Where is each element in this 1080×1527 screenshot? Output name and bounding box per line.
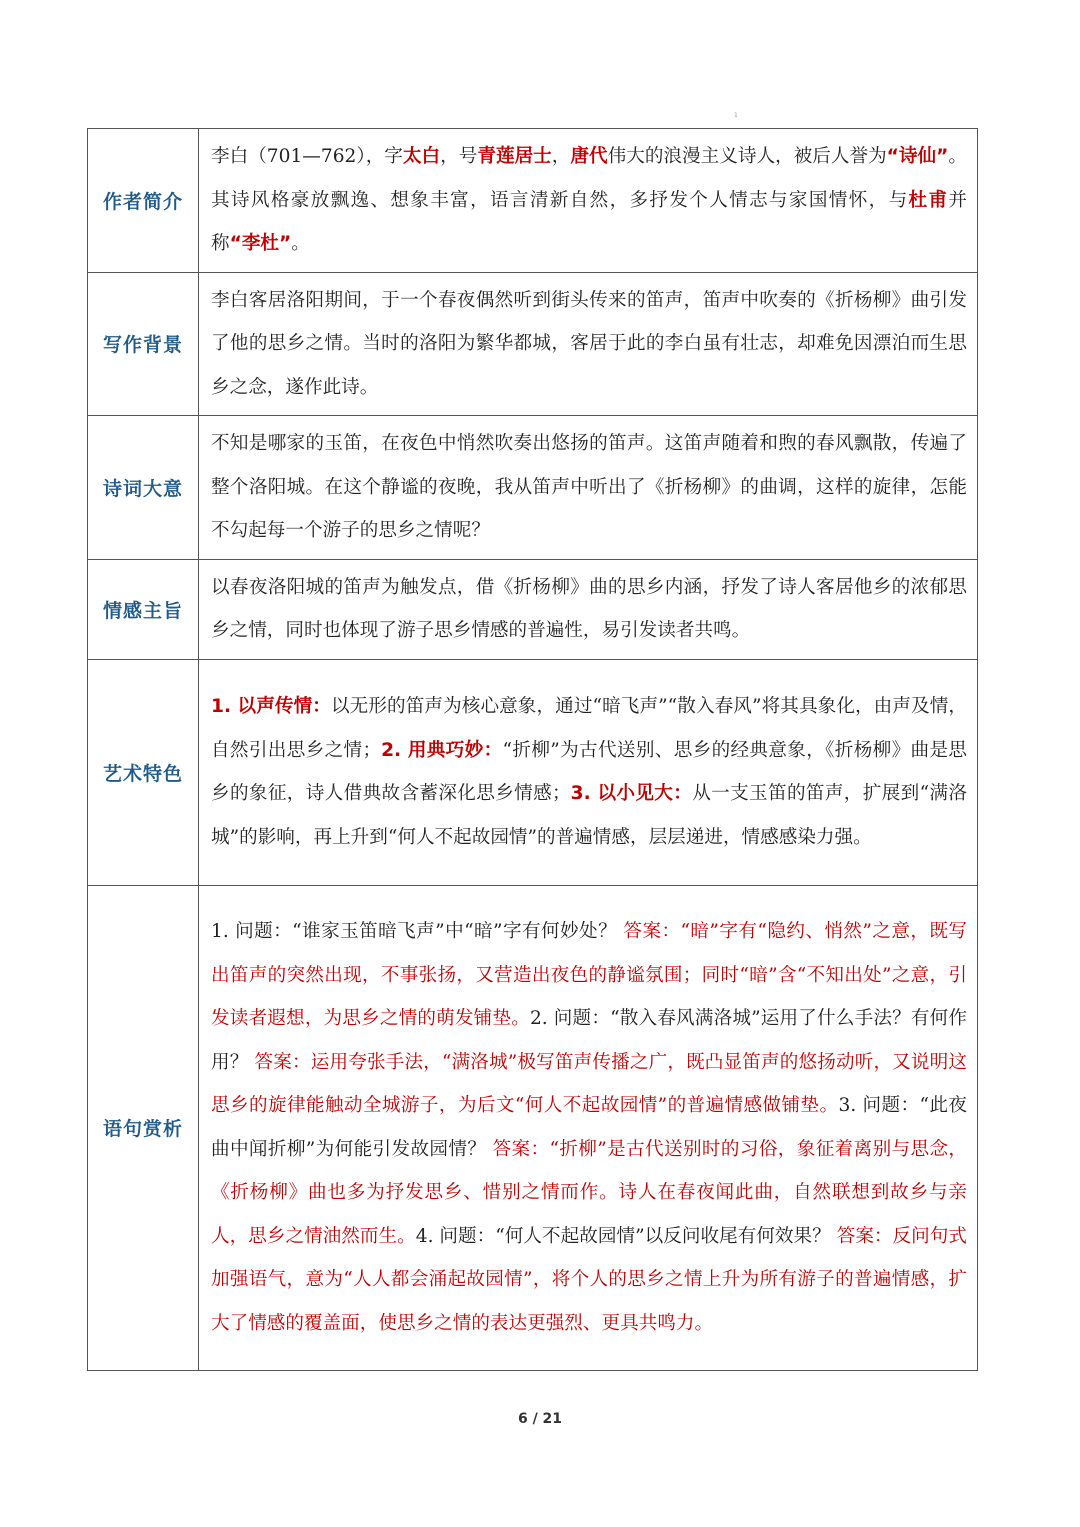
body-text: 李白客居洛阳期间，于一个春夜偶然听到街头传来的笛声，笛声中吹奏的《折杨柳》曲引发了他的思乡之情。当时的洛阳为繁华都城，客居于此的李白虽有壮志，却难免因漂泊而生思乡之念，遂作此诗。 (211, 289, 967, 398)
body-text: 并称 (211, 189, 967, 254)
page-number: 6 / 21 (517, 1411, 563, 1427)
highlight-text: 杜甫 (908, 189, 949, 211)
row-content (199, 272, 978, 416)
row-content (199, 559, 978, 659)
row-label: 情感主旨 (88, 559, 199, 659)
row-label: 写作背景 (88, 272, 199, 416)
row-label: 艺术特色 (88, 659, 199, 885)
highlight-text: 答案：运用夸张手法，“满洛城”极写笛声传播之广，既凸显笛声的悠扬动听，又说明这思乡的旋律能触动全城游子，为后文“何人不起故园情”的普遍情感做铺垫。 (211, 1051, 967, 1116)
highlight-text: 2. 用典巧妙： (381, 739, 503, 761)
row-content (199, 659, 978, 885)
table-row (88, 559, 978, 659)
highlight-text: 唐代 (570, 146, 608, 167)
table-row (88, 885, 978, 1370)
poem-info-table (87, 128, 978, 1371)
body-text: 从一支玉笛的笛声，扩展到“满洛城”的影响，再上升到“何人不起故园情”的普遍情感，层层递进，情感感染力强。 (211, 783, 967, 848)
body-text: ，号 (440, 146, 478, 167)
table-row (88, 416, 978, 560)
body-text: 4. 问题：“何人不起故园情”以反问收尾有何效果？ (415, 1225, 837, 1247)
body-text: 2. 问题：“散入春风满洛城”运用了什么手法？有何作用？ (211, 1008, 967, 1073)
body-text: 伟大的浪漫主义诗人，被后人誉为 (607, 146, 887, 167)
body-text: “折柳”为古代送别、思乡的经典意象，《折杨柳》曲是思乡的象征，诗人借典故含蓄深化思乡情感； (211, 739, 967, 804)
body-text: 李白（701—762），字 (211, 146, 403, 167)
highlight-text: 太白 (402, 146, 441, 167)
highlight-text: “李杜” (229, 233, 292, 254)
row-label: 作者简介 (88, 129, 199, 273)
body-text: 以无形的笛声为核心意象，通过“暗飞声”“散入春风”将其具象化，由声及情，自然引出思乡之情； (211, 696, 967, 761)
body-text: 。其诗风格豪放飘逸、想象丰富，语言清新自然，多抒发个人情志与家国情怀，与 (211, 146, 967, 211)
row-content (199, 885, 978, 1370)
row-label: 诗词大意 (88, 416, 199, 560)
body-text: 3. 问题：“此夜曲中闻折柳”为何能引发故园情？ (211, 1095, 967, 1160)
body-text: 不知是哪家的玉笛，在夜色中悄然吹奏出悠扬的笛声。这笛声随着和煦的春风飘散，传遍了整个洛阳城。在这个静谧的夜晚，我从笛声中听出了《折杨柳》的曲调，这样的旋律，怎能不勾起每一个游子的思乡之情呢？ (211, 433, 967, 541)
body-text: 以春夜洛阳城的笛声为触发点，借《折杨柳》曲的思乡内涵，抒发了诗人客居他乡的浓郁思乡之情，同时也体现了游子思乡情感的普遍性，易引发读者共鸣。 (211, 576, 967, 641)
table-row (88, 272, 978, 416)
highlight-text: 答案：“暗”字有“隐约、悄然”之意，既写出笛声的突然出现，不事张扬，又营造出夜色的静谧氛围；同时“暗”含“不知出处”之意，引发读者遐想，为思乡之情的萌发铺垫。 (211, 921, 967, 1029)
highlight-text: “诗仙” (886, 146, 949, 167)
row-label: 语句赏析 (88, 885, 199, 1370)
highlight-text: 1. 以声传情： (211, 696, 331, 717)
row-content (199, 129, 978, 273)
table-row (88, 659, 978, 885)
table-row (88, 129, 978, 273)
row-content (199, 416, 978, 560)
highlight-text: 答案：反问句式加强语气，意为“人人都会涌起故园情”，将个人的思乡之情上升为所有游子的普遍情感，扩大了情感的覆盖面，使思乡之情的表达更强烈、更具共鸣力。 (211, 1225, 967, 1334)
highlight-text: 青莲居士 (477, 146, 552, 167)
body-text: 1. 问题：“谁家玉笛暗飞声”中“暗”字有何妙处？ (211, 921, 624, 942)
body-text: 。 (291, 233, 310, 254)
header-mark: 1 (734, 112, 738, 119)
highlight-text: 3. 以小见大： (570, 783, 693, 804)
body-text: ， (551, 146, 571, 167)
highlight-text: 答案：“折柳”是古代送别时的习俗，象征着离别与思念，《折杨柳》曲也多为抒发思乡、惜别之情而作。诗人在春夜闻此曲，自然联想到故乡与亲人，思乡之情油然而生。 (211, 1138, 968, 1247)
